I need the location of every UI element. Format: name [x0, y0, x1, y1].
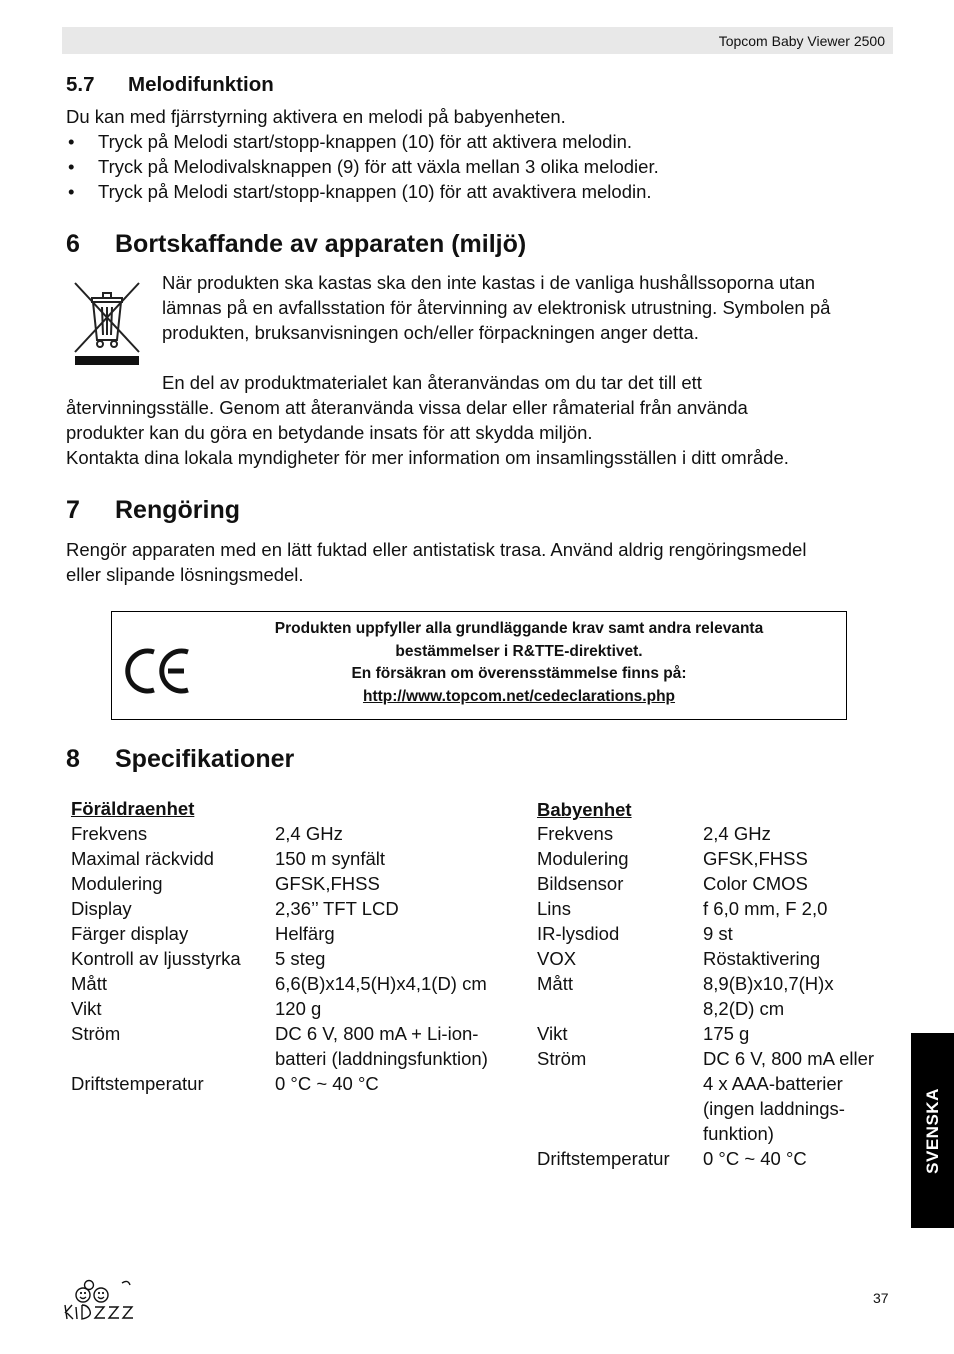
spec-value: Color CMOS [703, 873, 808, 894]
section-number: 5.7 [66, 73, 95, 96]
list-item: • Tryck på Melodi start/stopp-knappen (10) för att aktivera melodin. [66, 129, 659, 154]
text-line: En försäkran om överensstämmelse finns på: [351, 665, 687, 682]
spec-value: 2,36’’ TFT LCD [275, 898, 399, 919]
disposal-paragraph-2-first-line: En del av produktmaterialet kan återanvändas om du tar det till ett [162, 372, 702, 393]
text-line: produkten, bruksanvisningen och/eller förpackningen anger detta. [162, 322, 699, 343]
spec-label: Vikt [537, 1023, 568, 1044]
section-number: 7 [66, 496, 80, 524]
section-7-heading [66, 496, 240, 525]
page-number: 37 [873, 1290, 889, 1306]
section-5-7-heading [66, 73, 274, 97]
spec-value: 2,4 GHz [703, 823, 771, 844]
spec-label: Lins [537, 898, 571, 919]
spec-label: Ström [71, 1023, 121, 1044]
spec-label: Bildsensor [537, 873, 624, 894]
disposal-paragraph-1 [162, 270, 830, 345]
text-line: Kontakta dina lokala myndigheter för mer information om insamlingsställen i ditt område. [66, 447, 789, 468]
ce-notice-text [222, 618, 816, 708]
spec-label: Display [71, 898, 132, 919]
section-title: Specifikationer [115, 745, 295, 773]
spec-value: 6,6(B)x14,5(H)x4,1(D) cm [275, 973, 487, 994]
spec-value: Röstaktivering [703, 948, 821, 969]
section-8-heading [66, 745, 294, 774]
header-bar [62, 27, 893, 54]
spec-label: Driftstemperatur [537, 1148, 670, 1169]
kidzzz-logo [62, 1277, 138, 1323]
spec-value: 0 °C ~ 40 °C [703, 1148, 807, 1169]
spec-value: Helfärg [275, 923, 335, 944]
declaration-link[interactable]: http://www.topcom.net/cedeclarations.php [362, 687, 676, 705]
spec-label: Frekvens [71, 823, 148, 844]
section-5-7-intro: Du kan med fjärrstyrning aktivera en melodi på babyenheten. [66, 106, 566, 127]
spec-label: VOX [537, 948, 577, 969]
spec-label: IR-lysdiod [537, 923, 620, 944]
spec-value: 0 °C ~ 40 °C [275, 1073, 379, 1094]
spec-value: 8,2(D) cm [703, 998, 785, 1019]
section-5-7-bullets [66, 129, 659, 204]
spec-value: GFSK,FHSS [275, 873, 380, 894]
spec-value: 2,4 GHz [275, 823, 343, 844]
language-tab [911, 1033, 954, 1228]
ce-notice-box [111, 611, 847, 720]
spec-value: 8,9(B)x10,7(H)x [703, 973, 834, 994]
spec-value: 5 steg [275, 948, 326, 969]
spec-value: 150 m synfält [275, 848, 386, 869]
disposal-paragraph-2 [66, 395, 789, 470]
spec-value: 120 g [275, 998, 322, 1019]
text-line: produkter kan du göra en betydande insats för att skydda miljön. [66, 422, 593, 443]
section-title: Rengöring [115, 496, 240, 524]
spec-value: funktion) [703, 1123, 774, 1144]
text-line: återvinningsställe. Genom att återanvända vissa delar eller råmaterial från använda [66, 397, 748, 418]
list-item: • Tryck på Melodi start/stopp-knappen (10) för att avaktivera melodin. [66, 179, 659, 204]
section-title: Bortskaffande av apparaten (miljö) [115, 230, 527, 258]
spec-value: batteri (laddningsfunktion) [275, 1048, 488, 1069]
spec-value: 4 x AAA-batterier [703, 1073, 843, 1094]
text-line: bestämmelser i R&TTE-direktivet. [395, 642, 643, 660]
spec-label: Färger display [71, 923, 189, 944]
section-title: Melodifunktion [128, 73, 274, 96]
spec-heading-parent: Föräldraenhet [71, 798, 195, 819]
spec-value: DC 6 V, 800 mA eller [703, 1048, 875, 1069]
text-line: När produkten ska kastas ska den inte kastas i de vanliga hushållssoporna utan [162, 272, 816, 293]
spec-label: Vikt [71, 998, 102, 1019]
spec-value: GFSK,FHSS [703, 848, 808, 869]
section-number: 8 [66, 745, 80, 773]
spec-value: (ingen laddnings- [703, 1098, 845, 1119]
text-line: eller slipande lösningsmedel. [66, 564, 304, 585]
cleaning-paragraph [66, 537, 806, 587]
weee-bin-icon [72, 280, 142, 368]
section-6-heading [66, 230, 526, 259]
spec-heading-baby: Babyenhet [537, 799, 632, 820]
language-tab-label: SVENSKA [922, 1087, 942, 1174]
text-line: lämnas på en avfallsstation för återvinning av elektronisk utrustning. Symbolen på [162, 297, 831, 318]
spec-label: Kontroll av ljusstyrka [71, 948, 241, 969]
spec-label: Driftstemperatur [71, 1073, 204, 1094]
document-title: Topcom Baby Viewer 2500 [718, 33, 885, 49]
section-number: 6 [66, 230, 80, 258]
spec-label: Frekvens [537, 823, 614, 844]
text-line: Produkten uppfyller alla grundläggande krav samt andra relevanta [274, 620, 764, 637]
spec-label: Mått [537, 973, 573, 994]
list-item: • Tryck på Melodivalsknappen (9) för att växla mellan 3 olika melodier. [66, 154, 659, 179]
ce-mark-icon [122, 646, 192, 696]
spec-label: Ström [537, 1048, 587, 1069]
spec-label: Mått [71, 973, 107, 994]
spec-value: 175 g [703, 1023, 750, 1044]
spec-value: f 6,0 mm, F 2,0 [703, 898, 828, 919]
spec-label: Modulering [537, 848, 629, 869]
text-line: Rengör apparaten med en lätt fuktad eller antistatisk trasa. Använd aldrig rengöringsmedel [66, 539, 807, 560]
spec-value: DC 6 V, 800 mA + Li-ion- [275, 1023, 479, 1044]
spec-value: 9 st [703, 923, 733, 944]
spec-label: Maximal räckvidd [71, 848, 214, 869]
spec-label: Modulering [71, 873, 163, 894]
